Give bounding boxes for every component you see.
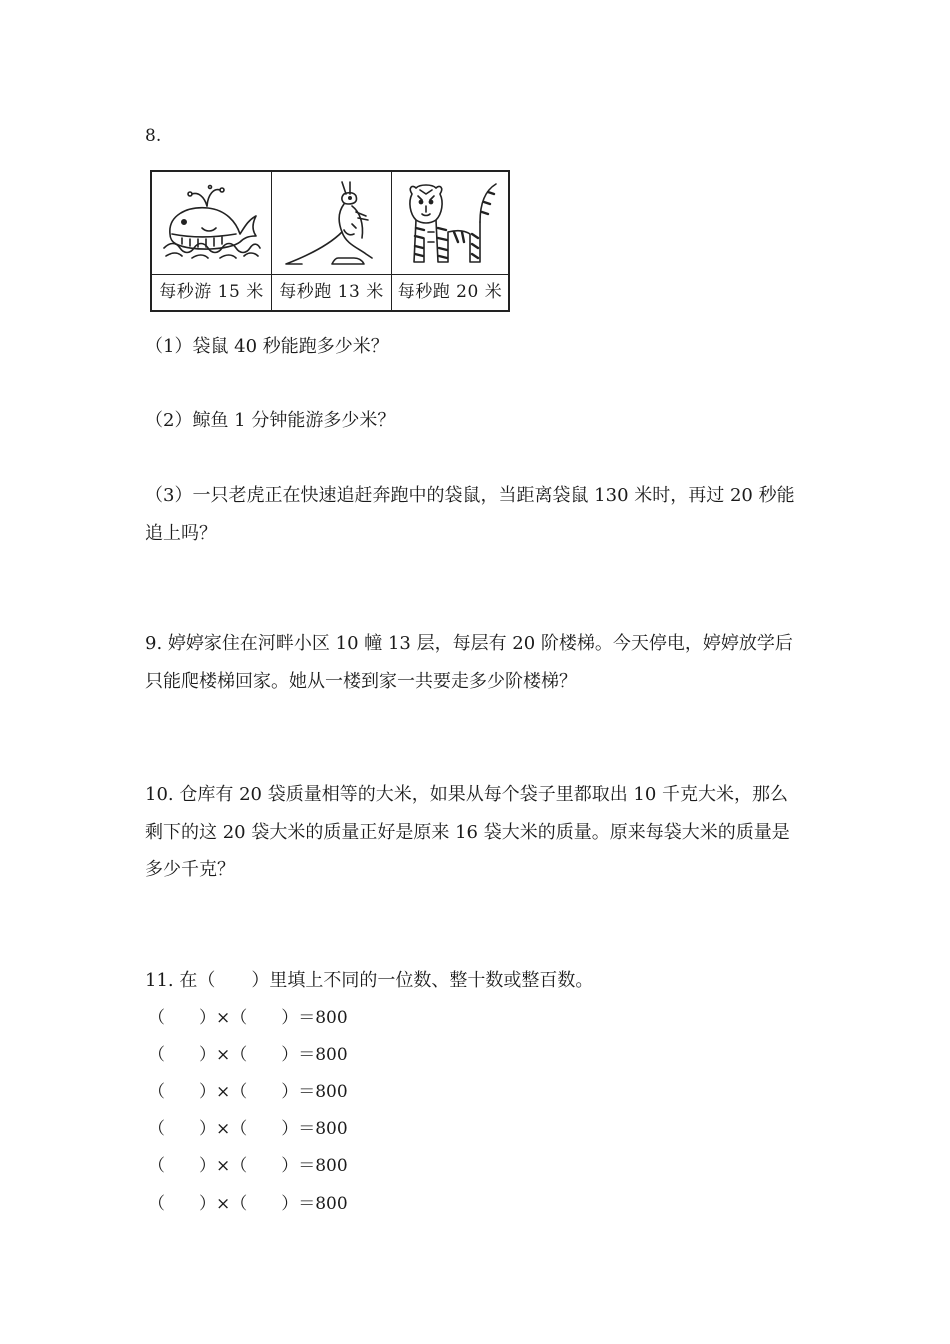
question-9-line-1: 9. 婷婷家住在河畔小区 10 幢 13 层，每层有 20 阶楼梯。今天停电，婷婷放学后 <box>145 633 793 654</box>
tiger-icon <box>392 172 508 274</box>
table-cell-kangaroo <box>272 172 392 310</box>
question-10-line-1: 10. 仓库有 20 袋质量相等的大米，如果从每个袋子里都取出 10 千克大米，那么 <box>145 784 789 805</box>
question-10-line-3: 多少千克？ <box>145 859 235 880</box>
multiplication-blank-row[interactable]: （ ）×（ ）＝800 <box>148 1156 348 1176</box>
question-11-line-1: 11. 在（ ）里填上不同的一位数、整十数或整百数。 <box>145 970 594 991</box>
kangaroo-speed-label: 每秒跑 13 米 <box>272 274 391 310</box>
question-10-line-2: 剩下的这 20 袋大米的质量正好是原来 16 袋大米的质量。原来每袋大米的质量是 <box>145 822 790 843</box>
table-cell-tiger <box>392 172 508 310</box>
question-8-sub-1: （1）袋鼠 40 秒能跑多少米？ <box>145 336 389 357</box>
question-8-number: 8. <box>145 126 162 146</box>
question-8-sub-3-line-2: 追上吗？ <box>145 523 217 544</box>
multiplication-blank-row[interactable]: （ ）×（ ）＝800 <box>148 1045 348 1065</box>
whale-speed-label: 每秒游 15 米 <box>152 274 271 310</box>
question-8-sub-3-line-1: （3）一只老虎正在快速追赶奔跑中的袋鼠，当距离袋鼠 130 米时，再过 20 秒能 <box>145 485 795 506</box>
question-8-sub-2: （2）鲸鱼 1 分钟能游多少米？ <box>145 410 396 431</box>
multiplication-blank-row[interactable]: （ ）×（ ）＝800 <box>148 1119 348 1139</box>
animal-speed-table <box>150 170 510 312</box>
table-cell-whale <box>152 172 272 310</box>
tiger-speed-label: 每秒跑 20 米 <box>392 274 508 310</box>
question-9-line-2: 只能爬楼梯回家。她从一楼到家一共要走多少阶楼梯？ <box>145 671 577 692</box>
kangaroo-icon <box>272 172 391 274</box>
multiplication-blank-row[interactable]: （ ）×（ ）＝800 <box>148 1082 348 1102</box>
multiplication-blank-row[interactable]: （ ）×（ ）＝800 <box>148 1194 348 1214</box>
multiplication-blank-row[interactable]: （ ）×（ ）＝800 <box>148 1008 348 1028</box>
whale-icon <box>152 172 271 274</box>
